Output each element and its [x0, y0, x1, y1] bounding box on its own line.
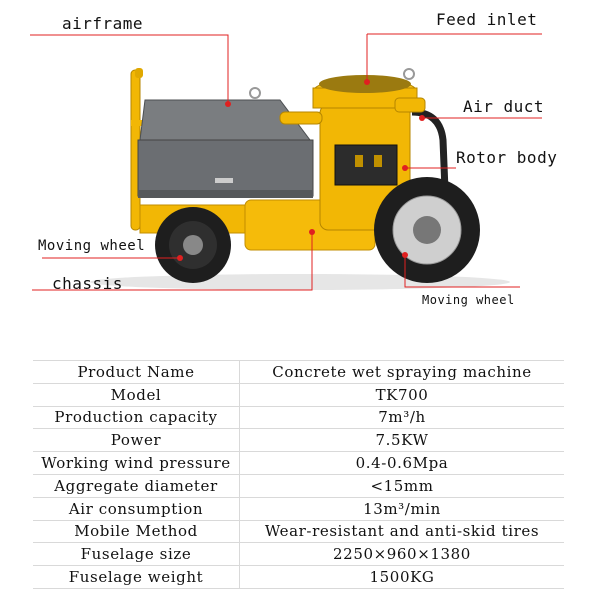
table-row [33, 543, 564, 566]
spec-key: Working wind pressure [33, 452, 240, 475]
table-row [33, 566, 564, 589]
spec-key: Air consumption [33, 497, 240, 520]
table-row [33, 429, 564, 452]
table-row [33, 497, 564, 520]
table-row [33, 383, 564, 406]
spec-value: 2250×960×1380 [240, 543, 565, 566]
airframe-label: airframe [62, 14, 144, 33]
spec-value: 1500KG [240, 566, 565, 589]
table-row [33, 474, 564, 497]
spec-value: 0.4-0.6Mpa [240, 452, 565, 475]
spec-key: Power [33, 429, 240, 452]
table-row [33, 452, 564, 475]
feed-inlet-label: Feed inlet [436, 10, 538, 29]
spec-key: Production capacity [33, 406, 240, 429]
spec-key: Product Name [33, 361, 240, 384]
spec-key: Aggregate diameter [33, 474, 240, 497]
rotor-body-label: Rotor body [456, 148, 558, 167]
table-row [33, 520, 564, 543]
spec-value: <15mm [240, 474, 565, 497]
spec-value: 7m³/h [240, 406, 565, 429]
spec-value: TK700 [240, 383, 565, 406]
spec-key: Mobile Method [33, 520, 240, 543]
spec-value: Wear-resistant and anti-skid tires [240, 520, 565, 543]
spec-table [33, 360, 564, 589]
spec-key: Fuselage weight [33, 566, 240, 589]
chassis-label: chassis [52, 274, 123, 293]
moving-wheel-right-label: Moving wheel [422, 293, 515, 307]
table-row [33, 361, 564, 384]
spec-key: Model [33, 383, 240, 406]
spec-value: 13m³/min [240, 497, 565, 520]
table-row [33, 406, 564, 429]
air-duct-label: Air duct [463, 97, 545, 116]
spec-value: Concrete wet spraying machine [240, 361, 565, 384]
spec-key: Fuselage size [33, 543, 240, 566]
moving-wheel-left-label: Moving wheel [38, 238, 146, 254]
spec-value: 7.5KW [240, 429, 565, 452]
